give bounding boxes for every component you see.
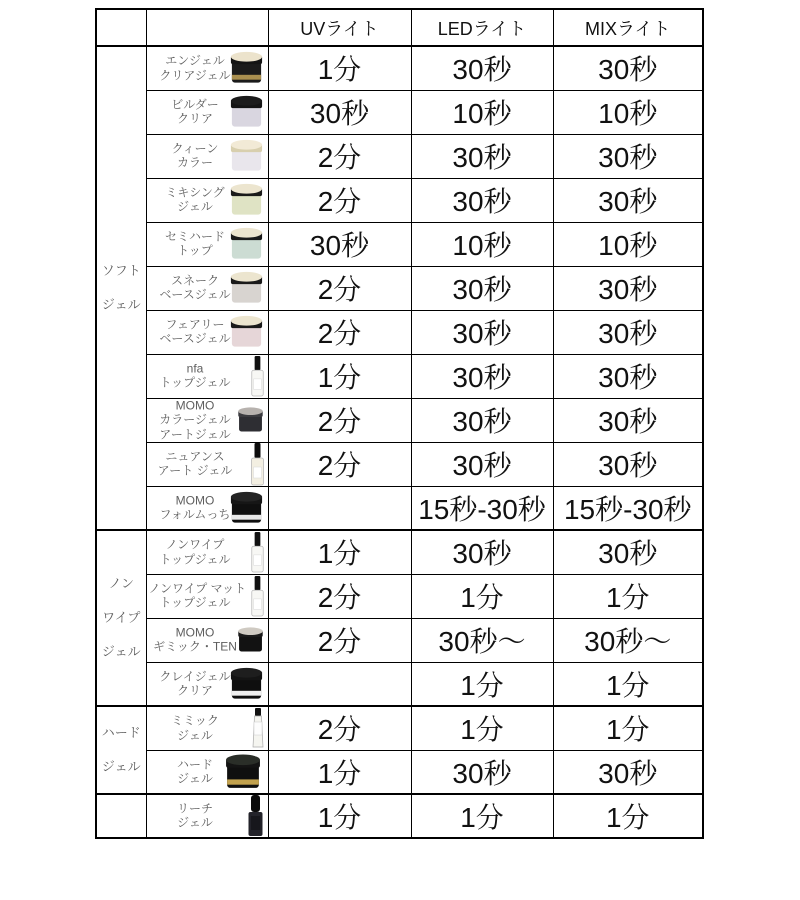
gel-curing-time-table [95, 8, 704, 839]
product-row [96, 46, 703, 90]
product-name: セミハード トップ [164, 229, 225, 258]
product-name-cell [146, 178, 268, 222]
uv-time-cell: 2分 [268, 398, 411, 442]
product-jar-icon [228, 491, 265, 525]
product-name: クレイジェル クリア [159, 669, 231, 698]
led-time-cell: 30秒 [411, 46, 553, 90]
product-name-cell [146, 134, 268, 178]
product-jar-icon [236, 406, 265, 434]
led-time-cell: 30秒 [411, 442, 553, 486]
uv-time-cell: 30秒 [268, 222, 411, 266]
group-label-cell [96, 530, 146, 706]
led-time-cell: 1分 [411, 706, 553, 750]
product-row [96, 794, 703, 838]
product-name: クィーン カラー [171, 141, 219, 170]
header-led-light: LEDライト [411, 9, 553, 46]
product-name-cell [146, 222, 268, 266]
header-uv-light: UVライト [268, 9, 411, 46]
uv-time-cell: 2分 [268, 310, 411, 354]
product-name: ハード ジェル [176, 757, 213, 786]
product-jar-icon [228, 95, 265, 129]
product-row [96, 750, 703, 794]
led-time-cell: 30秒 [411, 530, 553, 574]
mix-time-cell: 30秒 [553, 266, 703, 310]
product-row [96, 706, 703, 750]
product-jar-icon [228, 667, 265, 701]
group-label-line: ジェル [101, 297, 141, 312]
product-row [96, 266, 703, 310]
group-label-cell [96, 46, 146, 530]
mix-time-cell: 30秒 [553, 178, 703, 222]
mix-time-cell: 30秒 [553, 750, 703, 794]
product-row [96, 398, 703, 442]
led-time-cell: 10秒 [411, 90, 553, 134]
mix-time-cell: 10秒 [553, 90, 703, 134]
led-time-cell: 30秒 [411, 354, 553, 398]
uv-time-cell: 1分 [268, 750, 411, 794]
uv-time-cell: 2分 [268, 706, 411, 750]
product-name: ミキシング ジェル [165, 185, 225, 214]
mix-time-cell: 30秒 [553, 46, 703, 90]
led-time-cell: 30秒 [411, 266, 553, 310]
product-name: フェアリー ベースジェル [159, 317, 231, 346]
mix-time-cell: 30秒 [553, 134, 703, 178]
product-row [96, 90, 703, 134]
product-bottle-icon [250, 355, 265, 397]
product-name-cell [146, 618, 268, 662]
led-time-cell: 1分 [411, 794, 553, 838]
product-name: MOMO フォルムっち [159, 493, 231, 522]
product-name-cell [146, 530, 268, 574]
product-name: nfa トップジェル [159, 361, 231, 390]
product-jar-icon [228, 183, 265, 217]
mix-time-cell: 30秒〜 [553, 618, 703, 662]
product-jar-icon [228, 227, 265, 261]
led-time-cell: 15秒-30秒 [411, 486, 553, 530]
mix-time-cell: 15秒-30秒 [553, 486, 703, 530]
header-group-cell [96, 9, 146, 46]
uv-time-cell [268, 486, 411, 530]
product-name-cell [146, 750, 268, 794]
uv-time-cell: 1分 [268, 530, 411, 574]
product-row [96, 530, 703, 574]
uv-time-cell: 30秒 [268, 90, 411, 134]
group-label-line: ジェル [101, 643, 141, 659]
uv-time-cell: 2分 [268, 134, 411, 178]
mix-time-cell: 10秒 [553, 222, 703, 266]
mix-time-cell: 1分 [553, 574, 703, 618]
group-label-line: ジェル [101, 759, 141, 774]
group-label-line: ハード [101, 725, 141, 741]
table-header [96, 9, 703, 46]
product-row [96, 574, 703, 618]
product-jar-icon [228, 271, 265, 305]
product-darkbottle-icon [246, 794, 265, 838]
product-row [96, 618, 703, 662]
mix-time-cell: 30秒 [553, 354, 703, 398]
group-label-cell [96, 706, 146, 794]
product-name: ニュアンス アート ジェル [157, 449, 233, 478]
uv-time-cell: 2分 [268, 178, 411, 222]
product-row [96, 134, 703, 178]
uv-time-cell: 1分 [268, 354, 411, 398]
product-jar-icon [228, 51, 265, 85]
mix-time-cell: 30秒 [553, 310, 703, 354]
product-name: スネーク ベースジェル [159, 273, 231, 302]
uv-time-cell: 1分 [268, 46, 411, 90]
product-row [96, 486, 703, 530]
led-time-cell: 30秒 [411, 750, 553, 794]
product-name-cell [146, 706, 268, 750]
product-row [96, 310, 703, 354]
uv-time-cell: 2分 [268, 442, 411, 486]
product-jar-icon [236, 626, 265, 654]
group-label-cell [96, 794, 146, 838]
product-row [96, 662, 703, 706]
product-name-cell [146, 266, 268, 310]
product-name-cell [146, 46, 268, 90]
product-name-cell [146, 354, 268, 398]
mix-time-cell: 30秒 [553, 398, 703, 442]
header-row [96, 9, 703, 46]
led-time-cell: 30秒〜 [411, 618, 553, 662]
product-tube-icon [251, 707, 265, 749]
mix-time-cell: 1分 [553, 794, 703, 838]
header-mix-light: MIXライト [553, 9, 703, 46]
uv-time-cell: 2分 [268, 618, 411, 662]
product-name-cell [146, 486, 268, 530]
product-name: ミミック ジェル [171, 713, 219, 743]
product-row [96, 442, 703, 486]
uv-time-cell: 2分 [268, 266, 411, 310]
product-name: ビルダー クリア [171, 97, 219, 126]
mix-time-cell: 1分 [553, 706, 703, 750]
product-name-cell [146, 794, 268, 838]
group-label-line: ソフト [101, 263, 141, 279]
product-row [96, 178, 703, 222]
product-name: MOMO カラージェル アートジェル [159, 398, 231, 442]
led-time-cell: 10秒 [411, 222, 553, 266]
product-jar-icon [228, 315, 265, 349]
product-bottle-icon [250, 575, 265, 617]
product-name-cell [146, 662, 268, 706]
uv-time-cell [268, 662, 411, 706]
product-name-cell [146, 442, 268, 486]
led-time-cell: 1分 [411, 574, 553, 618]
product-name: ノンワイプ トップジェル [159, 537, 231, 567]
product-row [96, 354, 703, 398]
product-name: エンジェル クリアジェル [159, 53, 231, 83]
product-bottle-icon [250, 441, 265, 487]
mix-time-cell: 30秒 [553, 530, 703, 574]
header-product-cell [146, 9, 268, 46]
group-label-line: ワイプ [102, 610, 141, 626]
product-name-cell [146, 574, 268, 618]
product-name-cell [146, 90, 268, 134]
product-jar-icon [228, 139, 265, 173]
product-name: リーチ ジェル [176, 801, 213, 830]
product-name-cell [146, 398, 268, 442]
uv-time-cell: 2分 [268, 574, 411, 618]
led-time-cell: 30秒 [411, 178, 553, 222]
product-name: ノンワイプ マット トップジェル [148, 581, 247, 610]
led-time-cell: 30秒 [411, 134, 553, 178]
product-name: MOMO ギミック・TEN [153, 625, 237, 654]
uv-time-cell: 1分 [268, 794, 411, 838]
group-label-line: ノン [108, 576, 134, 592]
led-time-cell: 30秒 [411, 310, 553, 354]
mix-time-cell: 30秒 [553, 442, 703, 486]
product-jar-icon [221, 754, 265, 790]
led-time-cell: 1分 [411, 662, 553, 706]
product-bottle-icon [250, 531, 265, 573]
product-row [96, 222, 703, 266]
mix-time-cell: 1分 [553, 662, 703, 706]
table-body [96, 46, 703, 838]
product-name-cell [146, 310, 268, 354]
led-time-cell: 30秒 [411, 398, 553, 442]
